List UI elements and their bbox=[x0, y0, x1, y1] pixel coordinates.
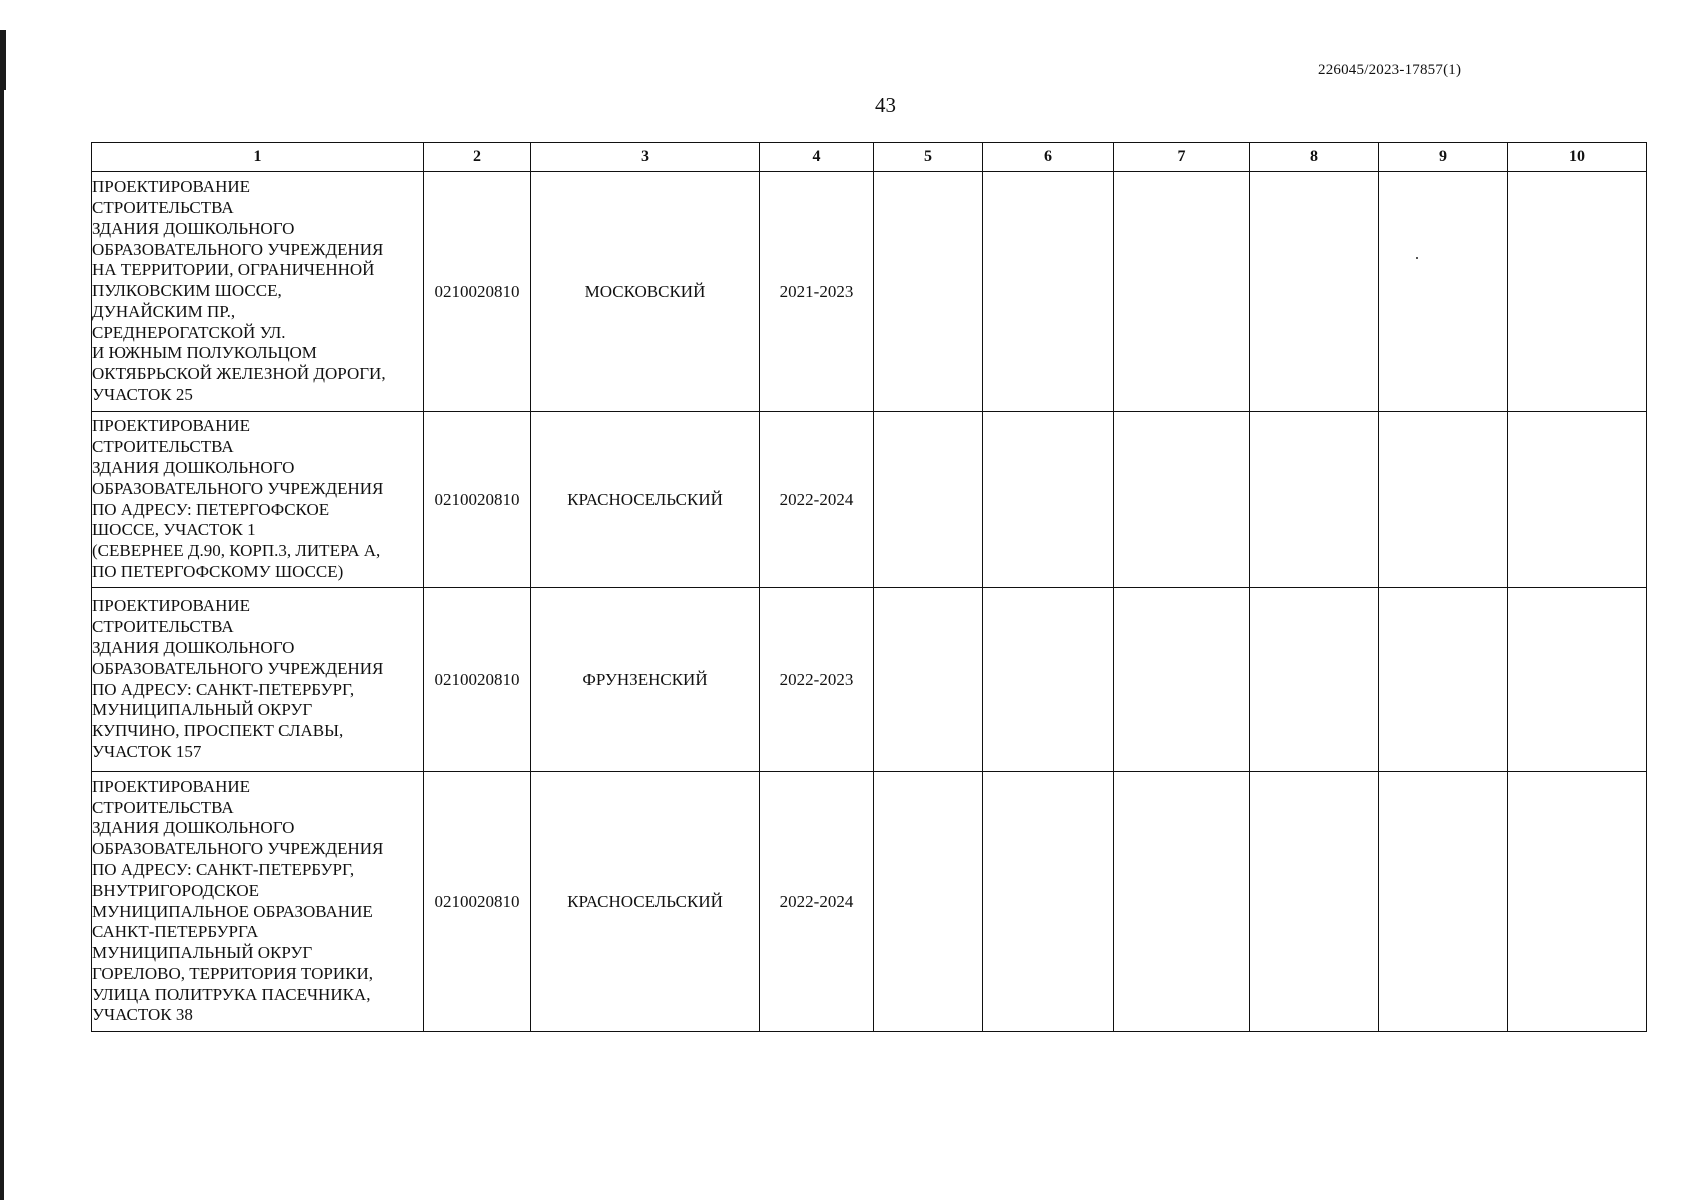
empty-cell bbox=[1508, 412, 1647, 588]
empty-cell bbox=[1379, 412, 1508, 588]
empty-cell bbox=[1508, 772, 1647, 1032]
table-row bbox=[92, 772, 1647, 1032]
district-cell: КРАСНОСЕЛЬСКИЙ bbox=[531, 412, 760, 588]
empty-cell bbox=[1114, 772, 1250, 1032]
empty-cell bbox=[1379, 772, 1508, 1032]
empty-cell bbox=[983, 772, 1114, 1032]
code-cell: 0210020810 bbox=[424, 172, 531, 412]
empty-cell bbox=[1250, 588, 1379, 772]
empty-cell bbox=[1379, 172, 1508, 412]
empty-cell bbox=[1250, 772, 1379, 1032]
code-cell: 0210020810 bbox=[424, 772, 531, 1032]
scan-edge bbox=[0, 40, 4, 1200]
empty-cell bbox=[983, 172, 1114, 412]
district-cell: МОСКОВСКИЙ bbox=[531, 172, 760, 412]
period-cell: 2022-2023 bbox=[760, 588, 874, 772]
column-header: 9 bbox=[1379, 143, 1508, 172]
empty-cell bbox=[1508, 172, 1647, 412]
scan-speck bbox=[1416, 257, 1418, 259]
project-name-cell: ПРОЕКТИРОВАНИЕ СТРОИТЕЛЬСТВА ЗДАНИЯ ДОШКОЛЬНОГО ОБРАЗОВАТЕЛЬНОГО УЧРЕЖДЕНИЯ НА ТЕРРИТОРИИ, ОГРАНИЧЕННОЙ ПУЛКОВСКИМ ШОССЕ, ДУНАЙСКИМ ПР., СРЕДНЕРОГАТСКОЙ УЛ. И ЮЖНЫМ ПОЛУКОЛЬЦОМ ОКТЯБРЬСКОЙ ЖЕЛЕЗНОЙ ДОРОГИ, УЧАСТОК 25 bbox=[92, 172, 424, 412]
empty-cell bbox=[1508, 588, 1647, 772]
empty-cell bbox=[874, 588, 983, 772]
empty-cell bbox=[1114, 412, 1250, 588]
column-header: 8 bbox=[1250, 143, 1379, 172]
empty-cell bbox=[1114, 172, 1250, 412]
project-name-cell: ПРОЕКТИРОВАНИЕ СТРОИТЕЛЬСТВА ЗДАНИЯ ДОШКОЛЬНОГО ОБРАЗОВАТЕЛЬНОГО УЧРЕЖДЕНИЯ ПО АДРЕСУ: САНКТ-ПЕТЕРБУРГ, ВНУТРИГОРОДСКОЕ МУНИЦИПАЛЬНОЕ ОБРАЗОВАНИЕ САНКТ-ПЕТЕРБУРГА МУНИЦИПАЛЬНЫЙ ОКРУГ ГОРЕЛОВО, ТЕРРИТОРИЯ ТОРИКИ, УЛИЦА ПОЛИТРУКА ПАСЕЧНИКА, УЧАСТОК 38 bbox=[92, 772, 424, 1032]
column-header: 7 bbox=[1114, 143, 1250, 172]
column-header: 3 bbox=[531, 143, 760, 172]
page-number: 43 bbox=[875, 93, 896, 117]
column-header: 1 bbox=[92, 143, 424, 172]
data-table bbox=[91, 142, 1647, 1032]
code-cell: 0210020810 bbox=[424, 412, 531, 588]
empty-cell bbox=[874, 412, 983, 588]
document-id: 226045/2023-17857(1) bbox=[1318, 62, 1462, 78]
table-row bbox=[92, 412, 1647, 588]
column-header: 5 bbox=[874, 143, 983, 172]
period-cell: 2021-2023 bbox=[760, 172, 874, 412]
column-header: 4 bbox=[760, 143, 874, 172]
project-name-cell: ПРОЕКТИРОВАНИЕ СТРОИТЕЛЬСТВА ЗДАНИЯ ДОШКОЛЬНОГО ОБРАЗОВАТЕЛЬНОГО УЧРЕЖДЕНИЯ ПО АДРЕСУ: САНКТ-ПЕТЕРБУРГ, МУНИЦИПАЛЬНЫЙ ОКРУГ КУПЧИНО, ПРОСПЕКТ СЛАВЫ, УЧАСТОК 157 bbox=[92, 588, 424, 772]
project-name-cell: ПРОЕКТИРОВАНИЕ СТРОИТЕЛЬСТВА ЗДАНИЯ ДОШКОЛЬНОГО ОБРАЗОВАТЕЛЬНОГО УЧРЕЖДЕНИЯ ПО АДРЕСУ: ПЕТЕРГОФСКОЕ ШОССЕ, УЧАСТОК 1 (СЕВЕРНЕЕ Д.90, КОРП.3, ЛИТЕРА А, ПО ПЕТЕРГОФСКОМУ ШОССЕ) bbox=[92, 412, 424, 588]
period-cell: 2022-2024 bbox=[760, 772, 874, 1032]
column-header: 6 bbox=[983, 143, 1114, 172]
empty-cell bbox=[1114, 588, 1250, 772]
code-cell: 0210020810 bbox=[424, 588, 531, 772]
empty-cell bbox=[983, 588, 1114, 772]
period-cell: 2022-2024 bbox=[760, 412, 874, 588]
empty-cell bbox=[1379, 588, 1508, 772]
column-header: 2 bbox=[424, 143, 531, 172]
table-row bbox=[92, 588, 1647, 772]
empty-cell bbox=[1250, 172, 1379, 412]
district-cell: ФРУНЗЕНСКИЙ bbox=[531, 588, 760, 772]
table-header-row bbox=[92, 143, 1647, 172]
table-row bbox=[92, 172, 1647, 412]
empty-cell bbox=[874, 172, 983, 412]
column-header: 10 bbox=[1508, 143, 1647, 172]
empty-cell bbox=[874, 772, 983, 1032]
empty-cell bbox=[983, 412, 1114, 588]
district-cell: КРАСНОСЕЛЬСКИЙ bbox=[531, 772, 760, 1032]
empty-cell bbox=[1250, 412, 1379, 588]
